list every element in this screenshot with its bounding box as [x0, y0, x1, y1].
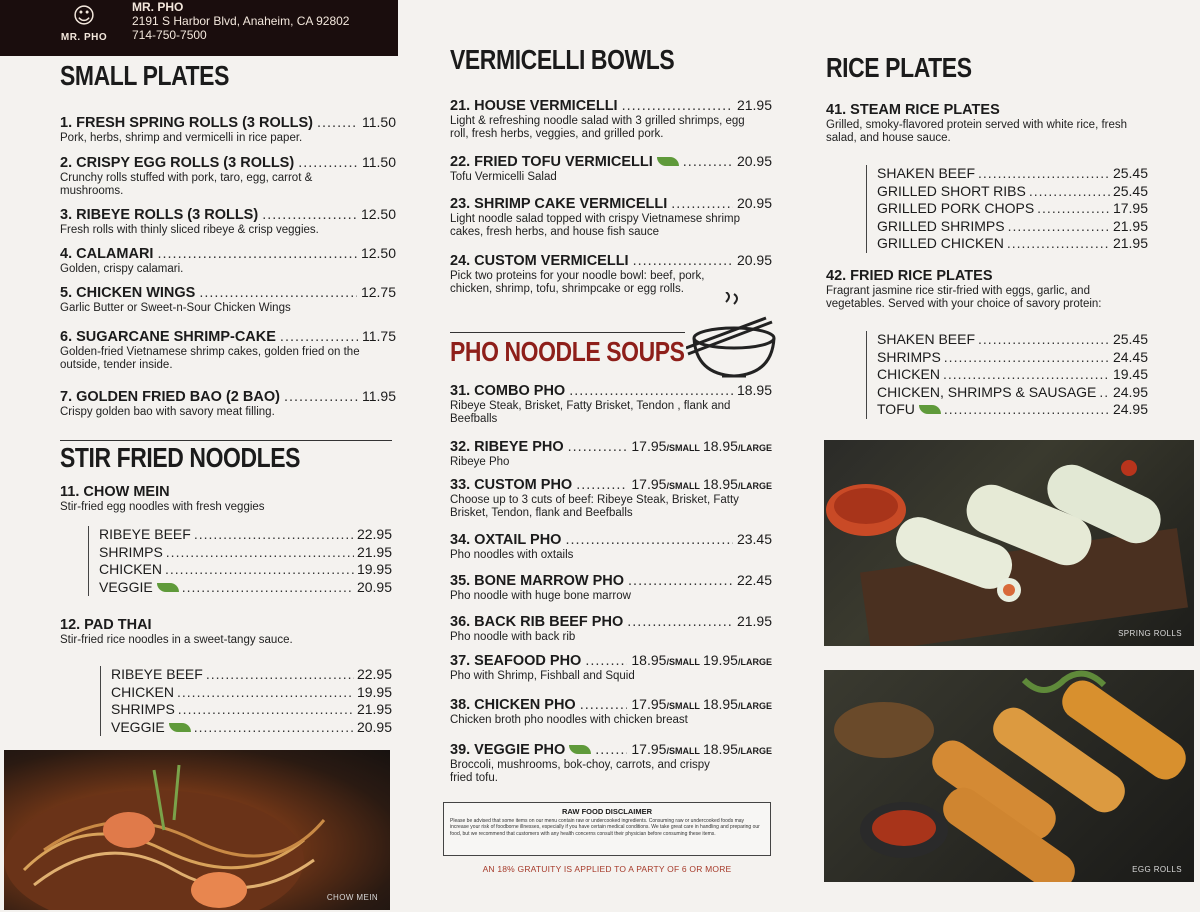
pho-bowl-icon — [686, 292, 778, 382]
menu-item: 38. CHICKEN PHO ..... 17.95 /SMALL 18.95 /LARGE Chicken broth pho noodles with chicken breast — [450, 696, 772, 727]
menu-item: 41. STEAM RICE PLATES Grilled, smoky-flavored protein served with white rice, fresh salad, and house sauce. — [826, 102, 1128, 144]
menu-item: 22. FRIED TOFU VERMICELLI ..... 20.95 Tofu Vermicelli Salad — [450, 153, 772, 184]
address: 2191 S Harbor Blvd, Anaheim, CA 92802 — [132, 14, 350, 28]
menu-item: 37. SEAFOOD PHO ..... 18.95 /SMALL 19.95 /LARGE Pho with Shrimp, Fishball and Squid — [450, 652, 772, 683]
menu-item: 1. FRESH SPRING ROLLS (3 ROLLS) ..... 11.50 Pork, herbs, shrimp and vermicelli in rice paper. — [60, 114, 396, 145]
option-row: VEGGIE ..... 20.95 — [111, 719, 392, 737]
vegan-leaf-icon — [657, 157, 679, 166]
egg-rolls-photo — [824, 670, 1194, 882]
vegan-leaf-icon — [169, 723, 191, 732]
menu-item: 34. OXTAIL PHO ..... 23.45 Pho noodles with oxtails — [450, 531, 772, 562]
section-title-stir-fried: STIR FRIED NOODLES — [60, 442, 301, 473]
vegan-leaf-icon — [919, 405, 941, 414]
option-row: GRILLED CHICKEN ..... 21.95 — [877, 235, 1148, 253]
logo: ☺ MR. PHO — [52, 2, 116, 52]
section-title-vermicelli: VERMICELLI BOWLS — [450, 44, 675, 75]
restaurant-header — [0, 0, 398, 56]
option-row: VEGGIE ..... 20.95 — [99, 579, 392, 597]
menu-item: 32. RIBEYE PHO ..... 17.95 /SMALL 18.95 /LARGE Ribeye Pho — [450, 438, 772, 469]
spring-rolls-photo — [824, 440, 1194, 646]
option-row: SHRIMPS ..... 21.95 — [111, 701, 392, 719]
photo-caption: EGG ROLLS — [1132, 865, 1182, 874]
vegan-leaf-icon — [157, 583, 179, 592]
option-row: GRILLED SHRIMPS ..... 21.95 — [877, 218, 1148, 236]
option-row: RIBEYE BEEF ..... 22.95 — [111, 666, 392, 684]
vegan-leaf-icon — [569, 745, 591, 754]
section-title-rice-plates: RICE PLATES — [826, 52, 972, 83]
option-row: CHICKEN ..... 19.95 — [111, 684, 392, 702]
option-row: CHICKEN ..... 19.45 — [877, 366, 1148, 384]
menu-item: 42. FRIED RICE PLATES Fragrant jasmine rice stir-fried with eggs, garlic, and vegetables. Served with your choice of savory protein: — [826, 268, 1102, 310]
spring-rolls-illustration — [824, 440, 1194, 646]
address-block — [132, 0, 349, 42]
menu-item: 24. CUSTOM VERMICELLI ..... 20.95 Pick two proteins for your noodle bowl: beef, pork, chicken, shrimp, tofu, shrimpcake or egg rolls. — [450, 252, 772, 296]
photo-caption: SPRING ROLLS — [1118, 629, 1182, 638]
noodle-dish-illustration — [4, 750, 390, 910]
menu-item: 7. GOLDEN FRIED BAO (2 BAO) ..... 11.95 Crispy golden bao with savory meat filling. — [60, 388, 396, 419]
menu-item: 12. PAD THAI Stir-fried rice noodles in a sweet-tangy sauce. — [60, 617, 293, 646]
section-title-small-plates: SMALL PLATES — [60, 60, 229, 91]
menu-item: 3. RIBEYE ROLLS (3 ROLLS) ..... 12.50 Fresh rolls with thinly sliced ribeye & crisp veggies. — [60, 206, 396, 237]
option-list — [866, 331, 1148, 419]
option-row: SHRIMPS ..... 24.45 — [877, 349, 1148, 367]
option-list — [866, 165, 1148, 253]
menu-item: 36. BACK RIB BEEF PHO ..... 21.95 Pho noodle with back rib — [450, 613, 772, 644]
menu-item: 6. SUGARCANE SHRIMP-CAKE ..... 11.75 Golden-fried Vietnamese shrimp cakes, golden fried on the outside, tender inside. — [60, 328, 396, 372]
menu-item: 21. HOUSE VERMICELLI ..... 21.95 Light & refreshing noodle salad with 3 grilled shrimps, egg roll, fresh herbs, veggies, and grilled pork. — [450, 97, 772, 141]
photo-caption: CHOW MEIN — [326, 893, 378, 902]
menu-item: 5. CHICKEN WINGS ..... 12.75 Garlic Butter or Sweet-n-Sour Chicken Wings — [60, 284, 396, 315]
menu-item: 39. VEGGIE PHO ..... 17.95 /SMALL 18.95 /LARGE Broccoli, mushrooms, bok-choy, carrots, and crispy fried tofu. — [450, 741, 772, 785]
option-row: CHICKEN, SHRIMPS & SAUSAGE ..... 24.95 — [877, 384, 1148, 402]
raw-food-disclaimer: RAW FOOD DISCLAIMER Please be advised that some items on our menu contain raw or undercooked ingredients. Consuming raw or undercooked foods may increase your risk of foodborne illnesses, especially if you have certain medical conditions. We take great care in handling and preparing our food, but we recommend that customers with any health concerns consult their physician before consuming these items. — [443, 802, 771, 856]
option-list — [88, 526, 392, 596]
option-row: CHICKEN ..... 19.95 — [99, 561, 392, 579]
menu-item: 2. CRISPY EGG ROLLS (3 ROLLS) ..... 11.50 Crunchy rolls stuffed with pork, taro, egg, carrot & mushrooms. — [60, 154, 396, 198]
option-row: GRILLED SHORT RIBS ..... 25.45 — [877, 183, 1148, 201]
section-title-pho: PHO NOODLE SOUPS — [450, 336, 685, 367]
option-row: SHAKEN BEEF ..... 25.45 — [877, 331, 1148, 349]
menu-item: 31. COMBO PHO ..... 18.95 Ribeye Steak, Brisket, Fatty Brisket, Tendon , flank and Beefballs — [450, 382, 772, 426]
divider — [60, 440, 392, 441]
menu-item: 4. CALAMARI ..... 12.50 Golden, crispy calamari. — [60, 245, 396, 276]
option-row: TOFU ..... 24.95 — [877, 401, 1148, 419]
menu-item: 11. CHOW MEIN Stir-fried egg noodles with fresh veggies — [60, 484, 265, 513]
chow-mein-photo — [4, 750, 390, 910]
restaurant-name: MR. PHO — [132, 0, 184, 14]
gratuity-note: AN 18% GRATUITY IS APPLIED TO A PARTY OF 6 OR MORE — [482, 864, 732, 874]
option-list — [100, 666, 392, 736]
option-row: RIBEYE BEEF ..... 22.95 — [99, 526, 392, 544]
menu-item: 23. SHRIMP CAKE VERMICELLI ..... 20.95 Light noodle salad topped with crispy Vietnamese shrimp cakes, fresh herbs, and house fish sauce — [450, 195, 772, 239]
menu-item: 33. CUSTOM PHO ..... 17.95 /SMALL 18.95 /LARGE Choose up to 3 cuts of beef: Ribeye Steak, Brisket, Fatty Brisket, Tendon, flank and Beefballs — [450, 476, 772, 520]
option-row: SHRIMPS ..... 21.95 — [99, 544, 392, 562]
option-row: GRILLED PORK CHOPS ..... 17.95 — [877, 200, 1148, 218]
menu-item: 35. BONE MARROW PHO ..... 22.45 Pho noodle with huge bone marrow — [450, 572, 772, 603]
chef-icon: ☺ — [72, 4, 96, 29]
option-row: SHAKEN BEEF ..... 25.45 — [877, 165, 1148, 183]
phone: 714-750-7500 — [132, 28, 207, 42]
divider — [450, 332, 685, 333]
egg-rolls-illustration — [824, 670, 1194, 882]
